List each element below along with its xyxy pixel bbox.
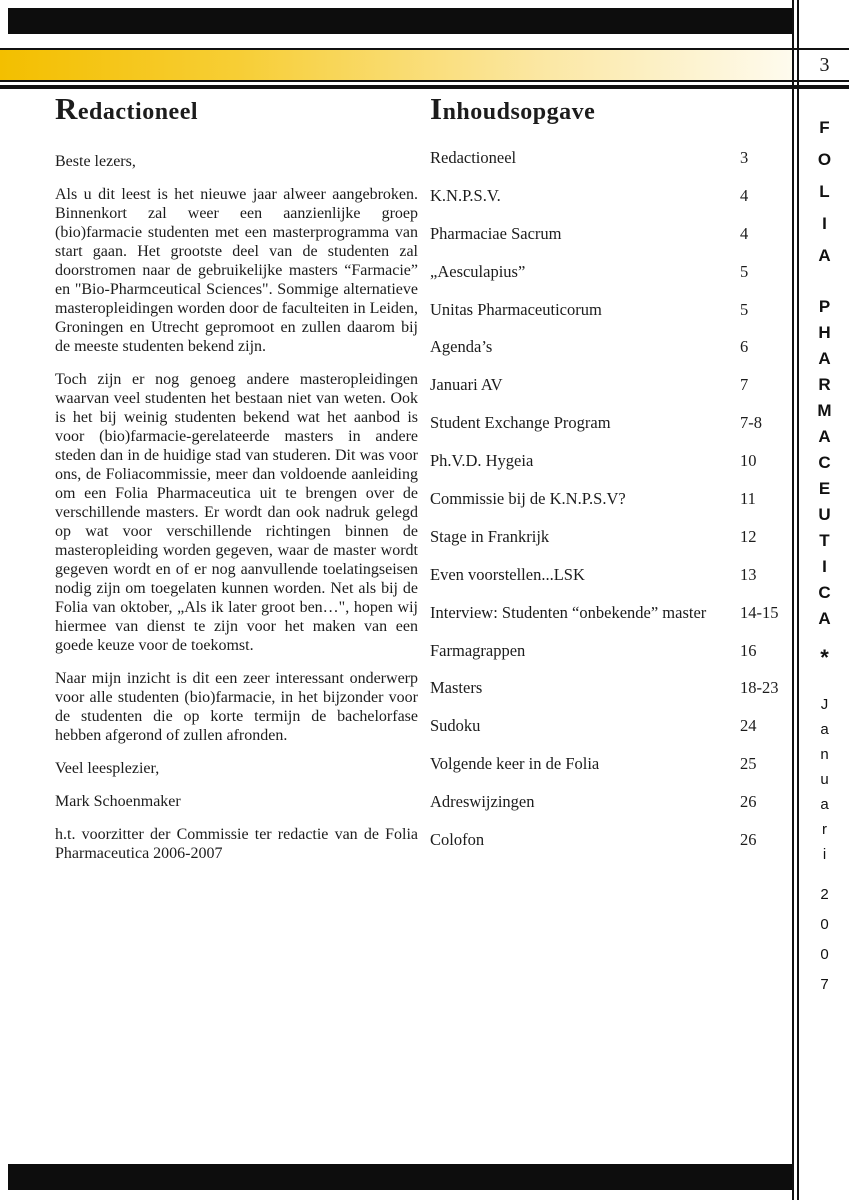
toc-item-page: 24: [740, 716, 757, 736]
toc-item-label: Commissie bij de K.N.P.S.V?: [430, 489, 626, 509]
sidebar-letter: A: [818, 609, 831, 628]
editorial-paragraph: Als u dit leest is het nieuwe jaar alweer aangebroken. Binnenkort zal weer een aanzienlijke groep (bio)farmacie studenten met een masterprogramma van start gaan. Het grootste deel van de studenten zal doorstromen naar de gebruikelijke masters “Farmacie” en "Bio-Pharmceutical Sciences". Sommige alternatieve masteropleidingen worden door de faculteiten in Leiden, Groningen en Utrecht gepromoot en zullen daarom bij de meeste studenten bekend zijn.: [55, 186, 418, 355]
toc-spacer: [480, 716, 740, 754]
sidebar-letter: A: [818, 427, 831, 446]
toc-row: [430, 451, 790, 489]
toc-spacer: [525, 262, 740, 300]
toc-row: [430, 754, 790, 792]
toc-item-label: K.N.P.S.V.: [430, 185, 501, 205]
toc-spacer: [602, 300, 740, 338]
sidebar-star-separator: *: [820, 645, 829, 670]
sidebar-letter: A: [818, 246, 831, 265]
toc-spacer: [525, 641, 740, 679]
sidebar-letter: n: [820, 746, 829, 763]
sidebar-letter: U: [818, 505, 831, 524]
toc-spacer: [482, 678, 740, 716]
toc-item-page: 11: [740, 489, 756, 509]
toc-item-label: Colofon: [430, 830, 485, 850]
toc-item-page: 7: [740, 375, 749, 395]
toc-row: [430, 148, 790, 186]
toc-row: [430, 678, 790, 716]
toc-row: [430, 830, 790, 868]
toc-row: [430, 489, 790, 527]
sidebar-letter: O: [817, 150, 832, 169]
toc-spacer: [503, 375, 740, 413]
toc-row: [430, 792, 790, 830]
toc-row: [430, 603, 790, 641]
toc-item-label: Stage in Frankrijk: [430, 526, 550, 546]
editorial-title: Redactioneel: [55, 91, 199, 126]
toc-spacer: [533, 451, 740, 489]
toc-item-label: Interview: Studenten “onbekende” master: [430, 602, 707, 622]
sidebar-letter: 7: [820, 976, 829, 993]
toc-item-label: Pharmaciae Sacrum: [430, 223, 562, 243]
sidebar-divider-line-outer: [792, 0, 794, 1200]
toc-item-label: Agenda’s: [430, 337, 493, 357]
sidebar-letter: 2: [820, 886, 829, 903]
toc-spacer: [549, 527, 740, 565]
sidebar-letter: I: [822, 557, 827, 576]
toc-item-page: 3: [740, 148, 749, 167]
editorial-closing: Veel leesplezier,: [55, 760, 160, 777]
sidebar-letter: I: [822, 214, 827, 233]
toc-item-label: Even voorstellen...LSK: [430, 564, 585, 584]
sidebar-month-text: [800, 692, 849, 867]
toc-spacer: [492, 337, 740, 375]
toc-item-page: 14-15: [740, 602, 779, 622]
sidebar-letter: P: [818, 297, 831, 316]
toc-item-label: Volgende keer in de Folia: [430, 754, 600, 774]
sidebar-letter: J: [820, 696, 829, 713]
toc-item-page: 25: [740, 754, 757, 774]
toc-item-page: 18-23: [740, 678, 779, 698]
toc-title: Inhoudsopgave: [430, 91, 596, 126]
toc-item-page: 16: [740, 640, 757, 660]
sidebar-letter: a: [820, 796, 829, 813]
sidebar-letter: a: [820, 721, 829, 738]
sidebar-folia-text: [800, 112, 849, 272]
toc-spacer: [516, 148, 740, 186]
editorial-role: h.t. voorzitter der Commissie ter redactie van de Folia Pharmaceutica 2006-2007: [55, 826, 418, 862]
editorial-body: [55, 185, 418, 745]
masthead-rule-thick: [0, 85, 849, 89]
toc-spacer: [611, 413, 740, 451]
sidebar-letter: R: [818, 375, 831, 394]
toc-row: [430, 186, 790, 224]
toc-spacer: [484, 830, 740, 868]
sidebar-letter: A: [818, 349, 831, 368]
toc-item-page: 4: [740, 223, 749, 243]
sidebar-letter: C: [818, 583, 831, 602]
sidebar-pharmaceutica-text: [800, 294, 849, 632]
toc-item-page: 26: [740, 830, 757, 850]
toc-spacer: [501, 186, 740, 224]
toc-row: [430, 300, 790, 338]
sidebar-year-text: [800, 880, 849, 1000]
sidebar-letter: H: [818, 323, 831, 342]
toc-spacer: [599, 754, 740, 792]
sidebar-divider-line-inner: [797, 0, 799, 1200]
sidebar-letter: E: [818, 479, 831, 498]
toc-item-page: 10: [740, 451, 757, 471]
sidebar-letter: r: [822, 821, 827, 838]
toc-item-page: 26: [740, 792, 757, 812]
sidebar-letter: i: [822, 846, 827, 863]
toc-row: [430, 527, 790, 565]
toc-spacer: [706, 603, 740, 641]
sidebar-letter: M: [817, 401, 832, 420]
toc-row: [430, 337, 790, 375]
toc-item-page: 13: [740, 564, 757, 584]
editorial-salutation: Beste lezers,: [55, 153, 136, 170]
sidebar-letter: C: [818, 453, 831, 472]
toc-spacer: [534, 792, 740, 830]
toc-row: [430, 224, 790, 262]
toc-list: [430, 148, 790, 868]
toc-item-page: 7-8: [740, 413, 762, 433]
toc-spacer: [561, 224, 740, 262]
toc-row: [430, 262, 790, 300]
toc-item-page: 5: [740, 261, 749, 281]
toc-column: [430, 92, 790, 129]
toc-item-page: 12: [740, 526, 757, 546]
toc-item-label: Ph.V.D. Hygeia: [430, 451, 534, 471]
toc-item-page: 5: [740, 299, 749, 319]
toc-item-label: Masters: [430, 678, 483, 698]
toc-item-label: Redactioneel: [430, 148, 517, 167]
toc-item-label: Januari AV: [430, 375, 503, 395]
toc-spacer: [585, 565, 740, 603]
sidebar-letter: 0: [820, 916, 829, 933]
top-black-bar: [8, 8, 792, 34]
editorial-paragraph: Naar mijn inzicht is dit een zeer interessant onderwerp voor alle studenten (bio)farmacie, in het bijzonder voor de studenten die op korte termijn de bachelorfase hebben afgerond of zullen afronden.: [55, 670, 418, 744]
masthead-rule-bottom: [0, 80, 849, 82]
sidebar-letter: T: [819, 531, 830, 550]
toc-item-label: Adreswijzingen: [430, 792, 535, 812]
toc-item-label: Student Exchange Program: [430, 413, 611, 433]
toc-item-label: Unitas Pharmaceuticorum: [430, 299, 602, 319]
editorial-column: [55, 92, 418, 863]
toc-item-label: Sudoku: [430, 716, 481, 736]
editorial-signature: Mark Schoenmaker: [55, 793, 181, 810]
toc-row: [430, 375, 790, 413]
toc-row: [430, 641, 790, 679]
toc-item-label: Farmagrappen: [430, 640, 526, 660]
sidebar-letter: 0: [820, 946, 829, 963]
sidebar-letter: F: [819, 118, 830, 137]
toc-item-label: „Aesculapius”: [430, 261, 526, 281]
toc-row: [430, 565, 790, 603]
toc-item-page: 6: [740, 337, 749, 357]
editorial-paragraph: Toch zijn er nog genoeg andere masteropleidingen waarvan veel studenten het bestaan niet van weten. Ook is het bij weinig studenten bekend wat het aanbod is voor (bio)farmacie-gerelateerde masters in andere steden dan in de huidige stad van studeren. Dit was voor ons, de Foliacommissie, meer dan voldoende aanleiding om een Folia Pharmaceutica uit te brengen over de verschillende masters. Er wordt dan ook nadruk gelegd op wat voor verschillende richtingen binnen de masteropleiding worden gegeven, waar de master wordt gegeven wordt en of er nog aanvullende toelatingseisen nodig zijn om toegelaten kunnen worden. Net als bij de Folia van oktober, „Als ik later groot ben…", hopen wij hiermee van dienst te zijn voor het maken van een goede keuze voor de toekomst.: [55, 371, 418, 654]
gold-gradient-bar: [0, 50, 792, 80]
toc-item-page: 4: [740, 185, 749, 205]
toc-row: [430, 413, 790, 451]
sidebar-letter: L: [819, 182, 830, 201]
toc-row: [430, 716, 790, 754]
toc-spacer: [626, 489, 740, 527]
sidebar-letter: u: [820, 771, 829, 788]
bottom-black-bar: [8, 1164, 792, 1190]
page-number: 3: [819, 54, 830, 76]
